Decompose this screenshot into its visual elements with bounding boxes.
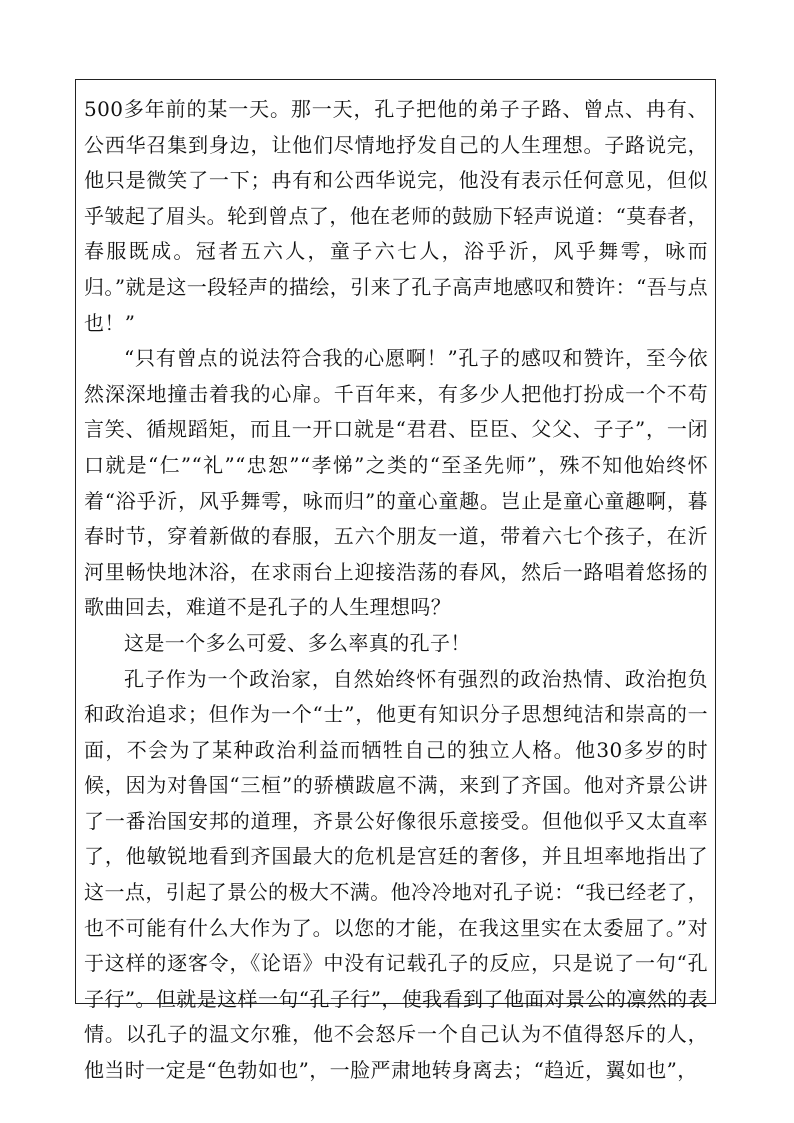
paragraph-4: 孔子作为一个政治家，自然始终怀有强烈的政治热情、政治抱负和政治追求；但作为一个“士”，他更有知识分子思想纯洁和崇高的一面，不会为了某种政治利益而牺牲自己的独立人格。他30多岁的时候，因为对鲁国“三桓”的骄横跋扈不满，来到了齐国。他对齐景公讲了一番治国安邦的道理，齐景公好像很乐意接受。但他似乎又太直率了，他敏锐地看到齐国最大的危机是宫廷的奢侈，并且坦率地指出了这一点，引起了景公的极大不满。他冷冷地对孔子说：“我已经老了，也不可能有什么大作为了。以您的才能，在我这里实在太委屈了。”对于这样的逐客令，《论语》中没有记载孔子的反应，只是说了一句“孔子行”。但就是这样一句“孔子行”，使我看到了他面对景公的凛然的表情。以孔子的温文尔雅，他不会怒斥一个自己认为不值得怒斥的人，他当时一定是“色勃如也”，一脸严肃地转身离去；“趋近，翼如也”， [84, 666, 708, 1083]
paragraph-1: 500多年前的某一天。那一天，孔子把他的弟子子路、曾点、冉有、公西华召集到身边，让他们尽情地抒发自己的人生理想。子路说完，他只是微笑了一下；冉有和公西华说完，他没有表示任何意见，但似乎皱起了眉头。轮到曾点了，他在老师的鼓励下轻声说道：“莫春者，春服既成。冠者五六人，童子六七人，浴乎沂，风乎舞雩，咏而归。”就是这一段轻声的描绘，引来了孔子高声地感叹和赞许：“吾与点也！” [84, 97, 708, 335]
paragraph-3: 这是一个多么可爱、多么率真的孔子！ [124, 630, 471, 655]
paragraph-2: “只有曾点的说法符合我的心愿啊！”孔子的感叹和赞许，至今依然深深地撞击着我的心扉。千百年来，有多少人把他打扮成一个不苟言笑、循规蹈矩，而且一开口就是“君君、臣臣、父父、子子”，一闭口就是“仁”“礼”“忠恕”“孝悌”之类的“至圣先师”，殊不知他始终怀着“浴乎沂，风乎舞雩，咏而归”的童心童趣。岂止是童心童趣啊，暮春时节，穿着新做的春服，五六个朋友一道，带着六七个孩子，在沂河里畅快地沐浴，在求雨台上迎接浩荡的春风，然后一路唱着悠扬的歌曲回去，难道不是孔子的人生理想吗？ [84, 346, 708, 620]
document-body [84, 92, 708, 1089]
